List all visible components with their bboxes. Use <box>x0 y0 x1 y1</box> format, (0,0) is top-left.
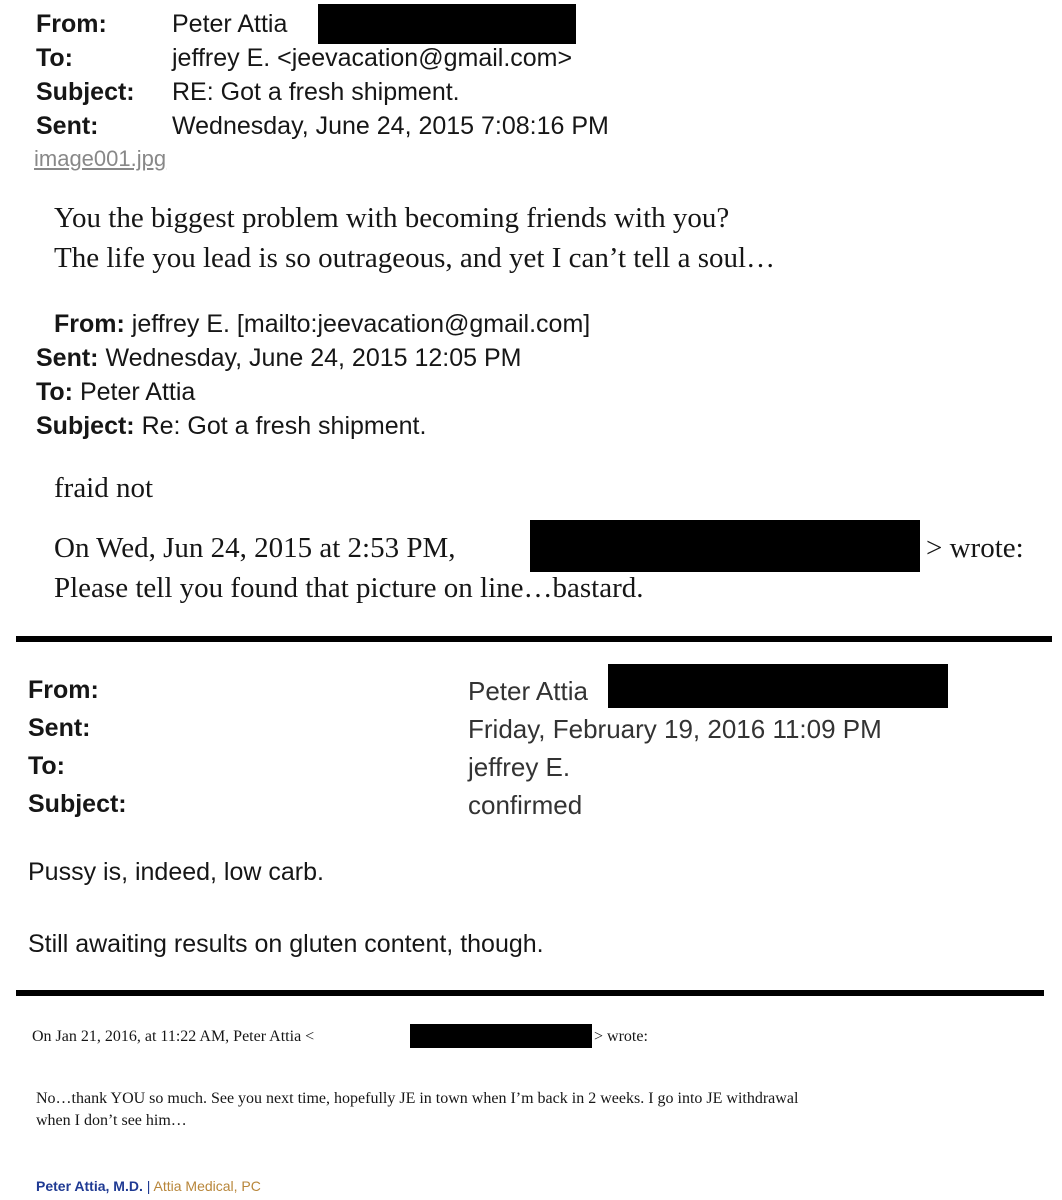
signature-org: Attia Medical, PC <box>153 1178 261 1194</box>
body-line: No…thank YOU so much. See you next time, hopefully JE in town when I’m back in 2 weeks. I go into JE withdrawal <box>36 1090 799 1107</box>
redaction-block <box>530 520 920 572</box>
quoted-subject <box>36 412 426 441</box>
wrote-prefix: On Jan 21, 2016, at 11:22 AM, Peter Attia < <box>32 1028 315 1045</box>
subject-label: Subject: <box>28 790 127 818</box>
from-value: Peter Attia <box>468 676 588 706</box>
quoted-sent-value: Wednesday, June 24, 2015 12:05 PM <box>105 344 522 372</box>
to-label: To: <box>36 44 74 72</box>
from-value: Peter Attia <box>172 10 288 38</box>
quoted-to-value: Peter Attia <box>79 378 196 406</box>
redaction-block <box>410 1024 592 1048</box>
quoted-from-value: jeffrey E. [mailto:jeevacation@gmail.com] <box>131 310 591 338</box>
wrote-suffix: > wrote: <box>926 532 1024 564</box>
quoted-subject-label: Subject: <box>36 412 135 440</box>
divider <box>16 636 1052 642</box>
subject-value: RE: Got a fresh shipment. <box>172 78 460 106</box>
to-label: To: <box>28 752 66 780</box>
wrote-body: Please tell you found that picture on line…bastard. <box>54 572 644 604</box>
to-value: jeffrey E. <box>468 752 571 782</box>
body-line: Still awaiting results on gluten content, though. <box>28 930 544 958</box>
from-label: From: <box>36 10 107 38</box>
signature-separator: | <box>146 1178 151 1194</box>
divider <box>16 990 1044 996</box>
sent-label: Sent: <box>36 112 99 140</box>
attachment-link[interactable]: image001.jpg <box>34 146 167 171</box>
quoted-to <box>36 378 195 407</box>
signature-name: Peter Attia, M.D. <box>36 1178 143 1194</box>
redaction-block <box>608 664 948 708</box>
from-label: From: <box>28 676 99 704</box>
quoted-subject-value: Re: Got a fresh shipment. <box>141 412 427 440</box>
quoted-from <box>54 310 590 339</box>
wrote-suffix: > wrote: <box>594 1028 648 1045</box>
quoted-from-label: From: <box>54 310 125 338</box>
quoted-sent <box>36 344 521 373</box>
redaction-block <box>318 4 576 44</box>
body-line: when I don’t see him… <box>36 1112 187 1129</box>
subject-label: Subject: <box>36 78 135 106</box>
body-line: Pussy is, indeed, low carb. <box>28 858 324 886</box>
to-value: jeffrey E. <jeevacation@gmail.com> <box>172 44 573 72</box>
body-line: You the biggest problem with becoming friends with you? <box>54 202 730 234</box>
quoted-body-text: fraid not <box>54 472 154 504</box>
sent-label: Sent: <box>28 714 91 742</box>
quoted-sent-label: Sent: <box>36 344 99 372</box>
subject-value: confirmed <box>468 790 583 820</box>
signature <box>36 1178 261 1194</box>
body-line: The life you lead is so outrageous, and yet I can’t tell a soul… <box>54 242 776 274</box>
quoted-to-label: To: <box>36 378 74 406</box>
wrote-prefix: On Wed, Jun 24, 2015 at 2:53 PM, <box>54 532 456 564</box>
sent-value: Friday, February 19, 2016 11:09 PM <box>468 714 882 744</box>
sent-value: Wednesday, June 24, 2015 7:08:16 PM <box>172 112 609 140</box>
